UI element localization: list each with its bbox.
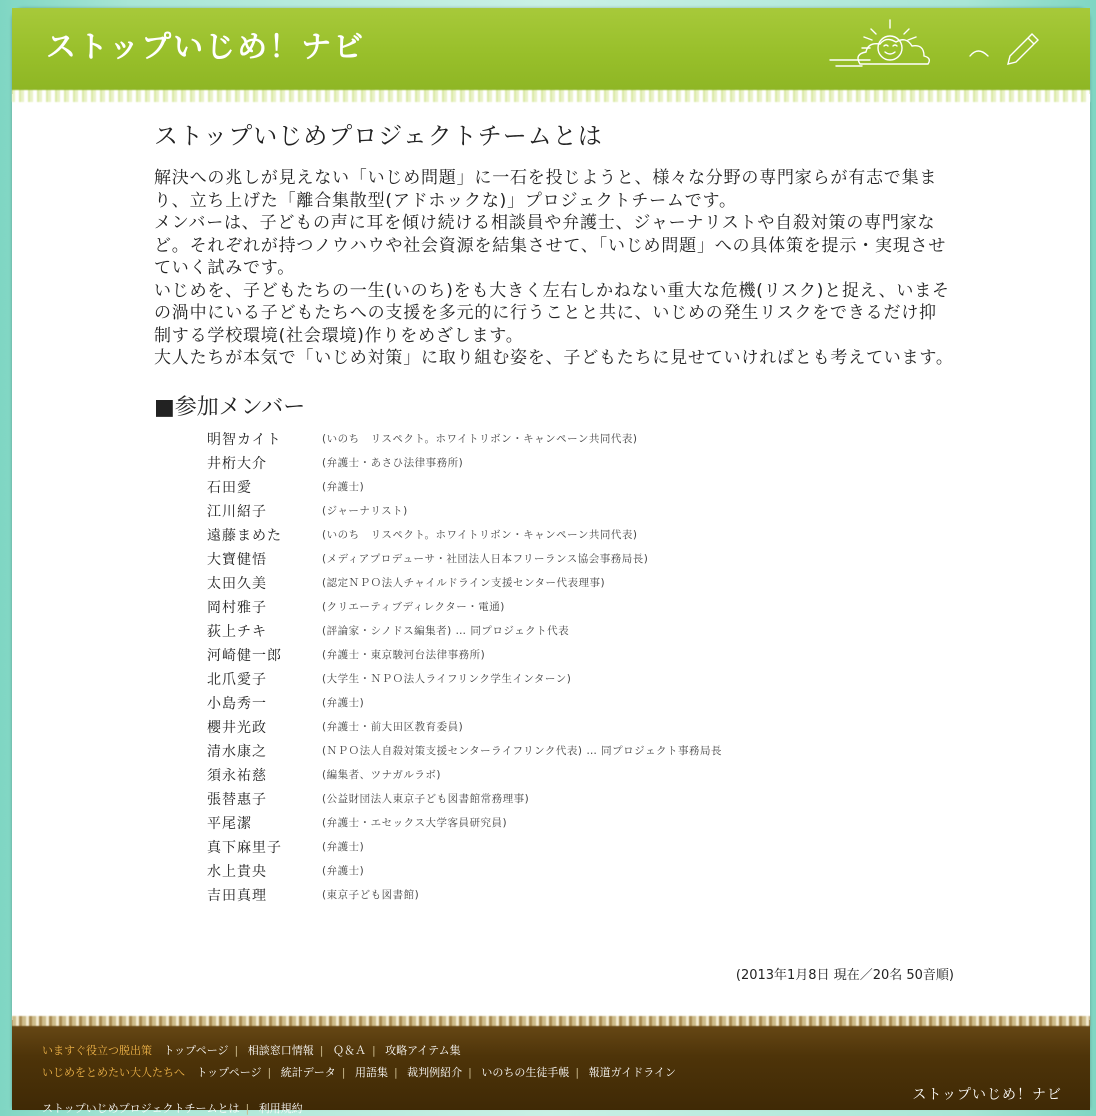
intro-text <box>154 167 954 370</box>
main-content <box>154 116 954 983</box>
footer-link-terms[interactable]: 利用規約 <box>258 1102 303 1115</box>
member-role: (ＮＰＯ法人自殺対策支援センターライフリンク代表) … 同プロジェクト事務局長 <box>322 745 722 757</box>
separator: | <box>341 1066 346 1079</box>
footer-bottom-nav <box>42 1100 303 1116</box>
member-name: 須永祐慈 <box>207 767 267 784</box>
member-name: 大寶健悟 <box>207 551 267 568</box>
site-header <box>12 8 1090 94</box>
page-title: ストップいじめプロジェクトチームとは <box>154 122 603 150</box>
footer-link-about[interactable]: ストップいじめプロジェクトチームとは <box>42 1102 240 1115</box>
member-row <box>154 715 954 739</box>
member-name: 張替惠子 <box>207 791 267 808</box>
member-row <box>154 739 954 763</box>
separator: | <box>575 1066 580 1079</box>
footer-category-label: いますぐ役立つ脱出策 <box>42 1044 152 1057</box>
footer-brand[interactable]: ストップいじめ！ナビ <box>912 1087 1062 1103</box>
sun-cloud-pencil-illustration <box>820 16 1050 76</box>
footer-category-label: いじめをとめたい大人たちへ <box>42 1066 185 1079</box>
separator: | <box>319 1044 324 1057</box>
member-role: (認定ＮＰＯ法人チャイルドライン支援センター代表理事) <box>322 577 606 589</box>
member-row <box>154 643 954 667</box>
footer-link-press-guideline[interactable]: 報道ガイドライン <box>588 1066 676 1079</box>
member-name: 水上貴央 <box>207 863 267 880</box>
separator: | <box>245 1102 250 1115</box>
member-name: 櫻井光政 <box>207 719 267 736</box>
footer-link-glossary[interactable]: 用語集 <box>354 1066 388 1079</box>
member-role: (公益財団法人東京子ども図書館常務理事) <box>322 793 530 805</box>
member-role: (クリエーティブディレクター・電通) <box>322 601 505 613</box>
member-row <box>154 499 954 523</box>
as-of-note: (2013年1月8日 現在／20名 50音順) <box>735 968 954 983</box>
member-row <box>154 595 954 619</box>
member-name: 真下麻里子 <box>207 839 282 856</box>
member-role: (弁護士) <box>322 865 365 877</box>
member-name: 平尾潔 <box>207 815 252 832</box>
member-row <box>154 523 954 547</box>
member-name: 清水康之 <box>207 743 267 760</box>
member-list <box>154 427 954 907</box>
member-name: 小島秀一 <box>207 695 267 712</box>
footer-link-items[interactable]: 攻略アイテム集 <box>385 1044 461 1057</box>
member-role: (評論家・シノドス編集者) … 同プロジェクト代表 <box>322 625 570 637</box>
member-row <box>154 451 954 475</box>
member-role: (弁護士・東京駿河台法律事務所) <box>322 649 486 661</box>
member-role: (東京子ども図書館) <box>322 889 420 901</box>
separator: | <box>234 1044 239 1057</box>
member-name: 石田愛 <box>207 479 252 496</box>
member-name: 明智カイト <box>207 431 282 448</box>
member-row <box>154 571 954 595</box>
footer-link-consultation[interactable]: 相談窓口情報 <box>247 1044 314 1057</box>
member-name: 太田久美 <box>207 575 267 592</box>
site-title[interactable]: ストップいじめ！ナビ <box>46 30 366 65</box>
member-name: 井桁大介 <box>207 455 267 472</box>
footer-link-statistics[interactable]: 統計データ <box>280 1066 336 1079</box>
member-name: 江川紹子 <box>207 503 267 520</box>
member-name: 河崎健一郎 <box>207 647 282 664</box>
footer-link-top[interactable]: トップページ <box>163 1044 229 1057</box>
intro-paragraph: メンバーは、子どもの声に耳を傾け続ける相談員や弁護士、ジャーナリストや自殺対策の専門家など。それぞれが持つノウハウや社会資源を結集させて、「いじめ問題」への具体策を提示・実現させていく試みです。 <box>154 213 947 278</box>
page-frame <box>12 8 1090 1115</box>
member-row <box>154 835 954 859</box>
footer-nav-adults <box>42 1064 676 1080</box>
member-role: (弁護士・あさひ法律事務所) <box>322 457 464 469</box>
footer-nav-escape <box>42 1042 461 1058</box>
member-role: (弁護士・エセックス大学客員研究員) <box>322 817 508 829</box>
member-role: (いのち リスペクト。ホワイトリボン・キャンペーン共同代表) <box>322 529 638 541</box>
member-name: 遠藤まめた <box>207 527 282 544</box>
member-role: (弁護士) <box>322 481 365 493</box>
member-row <box>154 883 954 907</box>
member-role: (いのち リスペクト。ホワイトリボン・キャンペーン共同代表) <box>322 433 638 445</box>
member-role: (弁護士) <box>322 697 365 709</box>
member-row <box>154 619 954 643</box>
intro-paragraph: 大人たちが本気で「いじめ対策」に取り組む姿を、子どもたちに見せていければとも考えています。 <box>154 348 954 368</box>
intro-paragraph: いじめを、子どもたちの一生(いのち)をも大きく左右しかねない重大な危機(リスク)と捉え、いまその渦中にいる子どもたちへの支援を多元的に行うことと共に、いじめの発生リスクをできるだけ抑制する学校環境(社会環境)作りをめざします。 <box>154 280 950 346</box>
intro-paragraph: 解決への兆しが見えない「いじめ問題」に一石を投じようと、様々な分野の専門家らが有志で集まり、立ち上げた「離合集散型(アドホックな)」プロジェクトチームです。 <box>154 168 938 211</box>
site-footer <box>12 1020 1090 1115</box>
separator: | <box>371 1044 376 1057</box>
member-row <box>154 787 954 811</box>
footer-link-qa[interactable]: Ｑ＆Ａ <box>332 1044 366 1057</box>
separator: | <box>267 1066 272 1079</box>
footer-link-handbook[interactable]: いのちの生徒手帳 <box>481 1066 570 1079</box>
member-name: 吉田真理 <box>207 887 267 904</box>
member-row <box>154 859 954 883</box>
footer-link-cases[interactable]: 裁判例紹介 <box>407 1066 463 1079</box>
member-name: 岡村雅子 <box>207 599 267 616</box>
member-name: 荻上チキ <box>207 623 267 640</box>
member-role: (大学生・ＮＰＯ法人ライフリンク学生インターン) <box>322 673 572 685</box>
member-name: 北爪愛子 <box>207 671 267 688</box>
member-role: (弁護士) <box>322 841 365 853</box>
member-row <box>154 547 954 571</box>
member-row <box>154 691 954 715</box>
member-row <box>154 427 954 451</box>
separator: | <box>468 1066 472 1079</box>
separator: | <box>393 1066 398 1079</box>
members-heading: ■参加メンバー <box>154 394 306 420</box>
member-role: (弁護士・前大田区教育委員) <box>322 721 464 733</box>
member-row <box>154 475 954 499</box>
member-role: (ジャーナリスト) <box>322 505 408 517</box>
member-row <box>154 811 954 835</box>
member-role: (メディアプロデューサ・社団法人日本フリーランス協会事務局長) <box>322 553 649 565</box>
member-role: (編集者、ツナガルラボ) <box>322 769 441 781</box>
member-row <box>154 763 954 787</box>
footer-link-top[interactable]: トップページ <box>196 1066 262 1079</box>
member-row <box>154 667 954 691</box>
